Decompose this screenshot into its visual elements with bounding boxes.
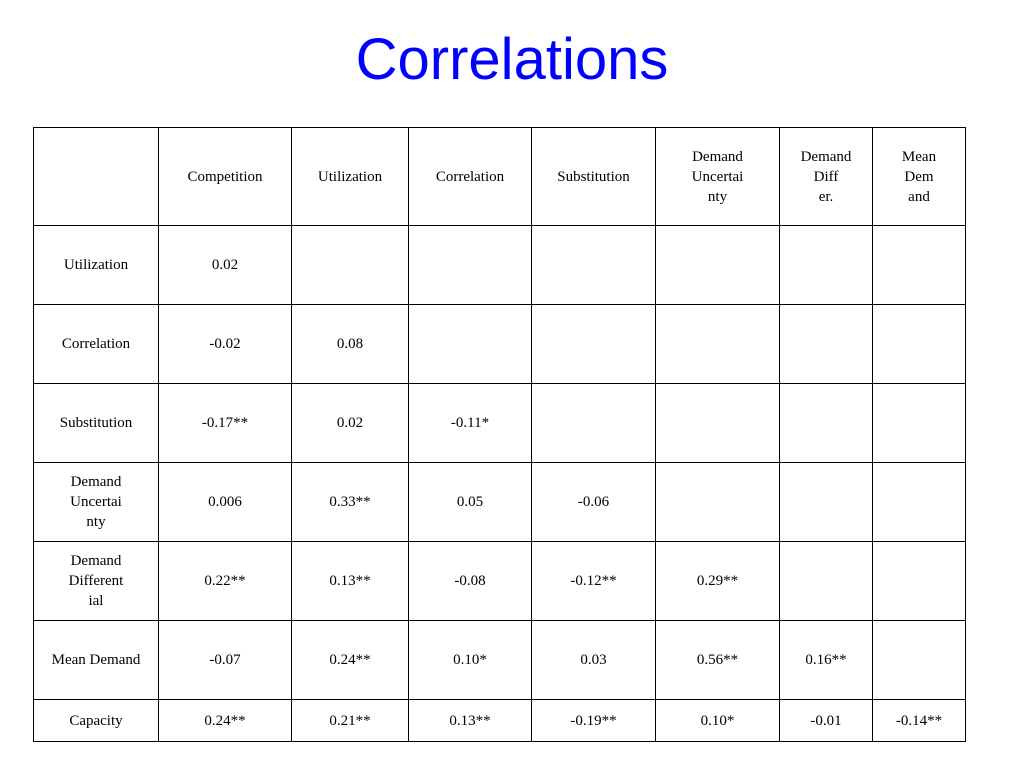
header-row (34, 128, 966, 226)
table-row (34, 305, 966, 384)
table-cell (409, 305, 532, 384)
table-cell: -0.06 (532, 463, 656, 542)
row-header: Utilization (34, 226, 159, 305)
table-cell (532, 226, 656, 305)
table-row (34, 384, 966, 463)
table-cell (873, 463, 966, 542)
table-cell (780, 305, 873, 384)
table-cell (780, 463, 873, 542)
table-row (34, 463, 966, 542)
column-header: Mean Dem and (873, 128, 966, 226)
table-cell: 0.05 (409, 463, 532, 542)
table-cell (656, 463, 780, 542)
table-cell (780, 542, 873, 621)
table-cell: 0.13** (292, 542, 409, 621)
table-row (34, 700, 966, 742)
table-cell: 0.10* (656, 700, 780, 742)
slide-title: Correlations (355, 27, 669, 92)
table-cell (780, 384, 873, 463)
table-cell (656, 384, 780, 463)
table-cell: -0.12** (532, 542, 656, 621)
table-cell (873, 226, 966, 305)
column-header: Substitution (532, 128, 656, 226)
table-row (34, 542, 966, 621)
table-cell: 0.21** (292, 700, 409, 742)
table-cell: 0.08 (292, 305, 409, 384)
column-header: Utilization (292, 128, 409, 226)
corner-cell (34, 128, 159, 226)
table-cell (532, 384, 656, 463)
table-cell: 0.13** (409, 700, 532, 742)
table-cell (656, 305, 780, 384)
table-cell (532, 305, 656, 384)
row-header: Demand Uncertai nty (34, 463, 159, 542)
table-row (34, 226, 966, 305)
table-cell (292, 226, 409, 305)
row-header: Mean Demand (34, 621, 159, 700)
row-header: Demand Different ial (34, 542, 159, 621)
table-cell (780, 226, 873, 305)
table-cell: 0.10* (409, 621, 532, 700)
table-cell: 0.03 (532, 621, 656, 700)
table-cell: 0.24** (292, 621, 409, 700)
column-header: Demand Uncertai nty (656, 128, 780, 226)
table-cell (873, 305, 966, 384)
table-cell (873, 621, 966, 700)
column-header: Demand Diff er. (780, 128, 873, 226)
table-cell: -0.19** (532, 700, 656, 742)
table-cell: -0.11* (409, 384, 532, 463)
table-cell (409, 226, 532, 305)
table-row (34, 621, 966, 700)
table-cell: -0.08 (409, 542, 532, 621)
column-header: Competition (159, 128, 292, 226)
table-cell: -0.01 (780, 700, 873, 742)
row-header: Capacity (34, 700, 159, 742)
column-header: Correlation (409, 128, 532, 226)
table-cell (873, 542, 966, 621)
table-cell: 0.56** (656, 621, 780, 700)
table-cell: 0.02 (292, 384, 409, 463)
table-cell: -0.17** (159, 384, 292, 463)
table-cell: -0.14** (873, 700, 966, 742)
table-cell: 0.33** (292, 463, 409, 542)
table-cell: 0.22** (159, 542, 292, 621)
table-cell: 0.29** (656, 542, 780, 621)
correlation-table (33, 127, 966, 742)
table-cell (873, 384, 966, 463)
row-header: Substitution (34, 384, 159, 463)
table-cell: 0.02 (159, 226, 292, 305)
table-cell (656, 226, 780, 305)
table-cell: -0.02 (159, 305, 292, 384)
table-cell: 0.16** (780, 621, 873, 700)
row-header: Correlation (34, 305, 159, 384)
table-cell: 0.006 (159, 463, 292, 542)
table-cell: 0.24** (159, 700, 292, 742)
table-cell: -0.07 (159, 621, 292, 700)
